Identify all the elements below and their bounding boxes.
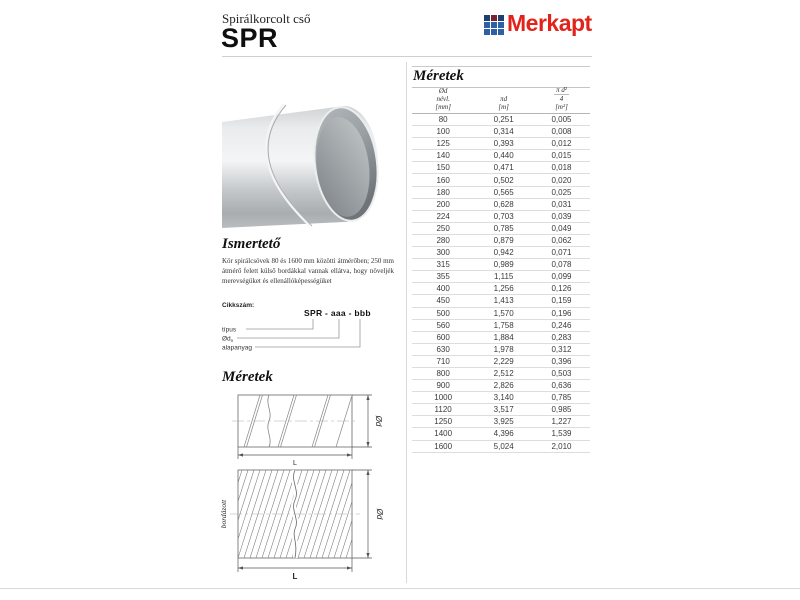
column-header-circumference: πd [m] bbox=[498, 94, 509, 111]
cell-circumference: 0,502 bbox=[493, 175, 514, 185]
table-row bbox=[412, 320, 590, 332]
cell-diameter: 450 bbox=[436, 296, 450, 306]
merkapt-grid-icon bbox=[484, 15, 504, 35]
cell-area: 0,071 bbox=[551, 248, 572, 258]
cell-diameter: 315 bbox=[436, 260, 450, 270]
cell-area: 0,005 bbox=[551, 115, 572, 125]
cell-circumference: 5,024 bbox=[493, 441, 514, 451]
cell-area: 0,031 bbox=[551, 199, 572, 209]
legend-alapanyag: alapanyag bbox=[222, 344, 252, 352]
cell-diameter: 630 bbox=[436, 344, 450, 354]
cell-diameter: 140 bbox=[436, 151, 450, 161]
legend-diameter: $Ød_n$ bbox=[222, 335, 234, 343]
table-column-headers bbox=[412, 85, 590, 113]
cell-area: 0,283 bbox=[551, 332, 572, 342]
table-top-rule bbox=[412, 66, 590, 67]
table-row bbox=[412, 162, 590, 174]
cell-area: 0,078 bbox=[551, 260, 572, 270]
diameter-label: Ød bbox=[375, 508, 384, 520]
cell-diameter: 500 bbox=[436, 308, 450, 318]
cell-circumference: 2,229 bbox=[493, 356, 514, 366]
table-row bbox=[412, 247, 590, 259]
table-row bbox=[412, 283, 590, 295]
table-row bbox=[412, 150, 590, 162]
page-bottom-rule bbox=[0, 588, 800, 589]
cell-diameter: 200 bbox=[436, 199, 450, 209]
cell-circumference: 0,703 bbox=[493, 211, 514, 221]
column-header-diameter: Ød névl. [mm] bbox=[435, 86, 451, 111]
cell-diameter: 560 bbox=[436, 320, 450, 330]
cell-area: 0,396 bbox=[551, 356, 572, 366]
about-heading: Ismertető bbox=[222, 236, 281, 252]
cell-circumference: 0,314 bbox=[493, 127, 514, 137]
diameter-dimension bbox=[352, 470, 372, 558]
length-dimension bbox=[238, 558, 352, 572]
article-code: SPR - aaa - bbb bbox=[304, 308, 371, 318]
table-row bbox=[412, 138, 590, 150]
table-row bbox=[412, 344, 590, 356]
legend-connectors bbox=[237, 319, 360, 347]
cell-area: 0,503 bbox=[551, 369, 572, 379]
table-row bbox=[412, 259, 590, 271]
cell-circumference: 0,785 bbox=[493, 223, 514, 233]
dimensions-heading: Méretek bbox=[222, 369, 273, 385]
cell-area: 0,785 bbox=[551, 393, 572, 403]
cell-area: 0,636 bbox=[551, 381, 572, 391]
cell-diameter: 900 bbox=[436, 381, 450, 391]
table-row bbox=[412, 404, 590, 416]
cell-area: 0,985 bbox=[551, 405, 572, 415]
table-row bbox=[412, 187, 590, 199]
cell-diameter: 100 bbox=[436, 127, 450, 137]
table-row bbox=[412, 114, 590, 126]
length-label: L bbox=[292, 572, 298, 581]
cell-circumference: 2,826 bbox=[493, 381, 514, 391]
drawing-ribbed-duct bbox=[218, 466, 392, 582]
cell-circumference: 3,140 bbox=[493, 393, 514, 403]
cell-circumference: 0,879 bbox=[493, 235, 514, 245]
cell-circumference: 1,115 bbox=[493, 272, 514, 282]
drawing-plain-duct bbox=[222, 391, 392, 467]
cell-circumference: 1,758 bbox=[493, 320, 514, 330]
cell-area: 0,159 bbox=[551, 296, 572, 306]
table-row bbox=[412, 271, 590, 283]
table-row bbox=[412, 235, 590, 247]
cell-area: 0,196 bbox=[551, 308, 572, 318]
cell-diameter: 180 bbox=[436, 187, 450, 197]
table-row bbox=[412, 332, 590, 344]
merkapt-logo bbox=[484, 10, 592, 37]
cell-diameter: 224 bbox=[436, 211, 450, 221]
cell-diameter: 800 bbox=[436, 369, 450, 379]
cell-circumference: 0,989 bbox=[493, 260, 514, 270]
brand-name: Merkapt bbox=[507, 10, 592, 36]
table-row bbox=[412, 356, 590, 368]
table-row bbox=[412, 380, 590, 392]
cell-circumference: 0,471 bbox=[493, 163, 514, 173]
product-title: SPR bbox=[221, 23, 279, 53]
cell-circumference: 1,570 bbox=[493, 308, 514, 318]
cell-circumference: 0,628 bbox=[493, 199, 514, 209]
cell-area: 0,039 bbox=[551, 211, 572, 221]
cell-area: 0,015 bbox=[551, 151, 572, 161]
size-table-body bbox=[412, 114, 590, 453]
about-text: Kör spirálcsövek 80 és 1600 mm közötti átmérőben; 250 mm átmérő felett külső bordákkal vannak ellátva, hogy növeljék merevségüket és ellenállóképességüket bbox=[222, 257, 394, 285]
cell-area: 0,020 bbox=[551, 175, 572, 185]
article-number-diagram bbox=[222, 298, 394, 356]
article-number-label: Cikkszám: bbox=[222, 302, 255, 309]
product-photo-spiral-duct bbox=[222, 102, 392, 228]
length-label: L bbox=[293, 460, 297, 467]
cell-area: 0,008 bbox=[551, 127, 572, 137]
cell-circumference: 3,925 bbox=[493, 417, 514, 427]
cell-diameter: 600 bbox=[436, 332, 450, 342]
cell-area: 0,012 bbox=[551, 139, 572, 149]
table-row bbox=[412, 428, 590, 440]
table-row bbox=[412, 174, 590, 186]
cell-area: 0,018 bbox=[551, 163, 572, 173]
cell-diameter: 80 bbox=[438, 115, 448, 125]
table-row bbox=[412, 211, 590, 223]
length-dimension bbox=[238, 447, 352, 459]
cell-diameter: 1600 bbox=[434, 441, 453, 451]
cell-circumference: 0,393 bbox=[493, 139, 514, 149]
header-divider bbox=[222, 56, 592, 57]
column-divider bbox=[406, 62, 407, 583]
cell-area: 1,227 bbox=[551, 417, 572, 427]
column-header-area: π d² 4 [m²] bbox=[555, 85, 568, 111]
cell-diameter: 400 bbox=[436, 284, 450, 294]
cell-circumference: 1,256 bbox=[493, 284, 514, 294]
cell-diameter: 300 bbox=[436, 248, 450, 258]
cell-area: 0,099 bbox=[551, 272, 572, 282]
cell-circumference: 0,565 bbox=[493, 187, 514, 197]
cell-circumference: 0,251 bbox=[493, 115, 514, 125]
cell-circumference: 1,978 bbox=[493, 344, 514, 354]
cell-circumference: 1,884 bbox=[493, 332, 514, 342]
cell-area: 0,025 bbox=[551, 187, 572, 197]
cell-diameter: 710 bbox=[436, 356, 450, 366]
cell-circumference: 1,413 bbox=[493, 296, 514, 306]
table-row bbox=[412, 308, 590, 320]
table-row bbox=[412, 126, 590, 138]
cell-diameter: 150 bbox=[436, 163, 450, 173]
table-row bbox=[412, 441, 590, 453]
cell-area: 1,539 bbox=[551, 429, 572, 439]
diameter-label: Ød bbox=[374, 415, 383, 427]
cell-diameter: 1000 bbox=[434, 393, 453, 403]
cell-circumference: 0,942 bbox=[493, 248, 514, 258]
table-row bbox=[412, 295, 590, 307]
cell-area: 2,010 bbox=[551, 441, 572, 451]
cell-area: 0,062 bbox=[551, 235, 572, 245]
cell-area: 0,312 bbox=[551, 344, 572, 354]
table-row bbox=[412, 199, 590, 211]
cell-area: 0,126 bbox=[551, 284, 572, 294]
table-row bbox=[412, 392, 590, 404]
cell-diameter: 250 bbox=[436, 223, 450, 233]
legend-tipus: típus bbox=[222, 326, 237, 334]
cell-circumference: 3,517 bbox=[493, 405, 514, 415]
cell-circumference: 4,396 bbox=[493, 429, 514, 439]
cell-diameter: 1400 bbox=[434, 429, 453, 439]
cell-diameter: 355 bbox=[436, 272, 450, 282]
cell-diameter: 160 bbox=[436, 175, 450, 185]
table-row bbox=[412, 368, 590, 380]
cell-circumference: 0,440 bbox=[493, 151, 514, 161]
cell-diameter: 1120 bbox=[434, 405, 452, 415]
ribbed-label: bordázott bbox=[219, 499, 228, 529]
cell-area: 0,246 bbox=[551, 320, 572, 330]
product-subtitle: Spirálkorcolt cső bbox=[222, 11, 311, 26]
cell-circumference: 2,512 bbox=[493, 369, 514, 379]
table-row bbox=[412, 416, 590, 428]
cell-diameter: 280 bbox=[436, 235, 450, 245]
cell-diameter: 1250 bbox=[434, 417, 453, 427]
table-heading: Méretek bbox=[413, 68, 464, 84]
cell-diameter: 125 bbox=[436, 139, 450, 149]
cell-area: 0,049 bbox=[551, 223, 572, 233]
table-row bbox=[412, 223, 590, 235]
